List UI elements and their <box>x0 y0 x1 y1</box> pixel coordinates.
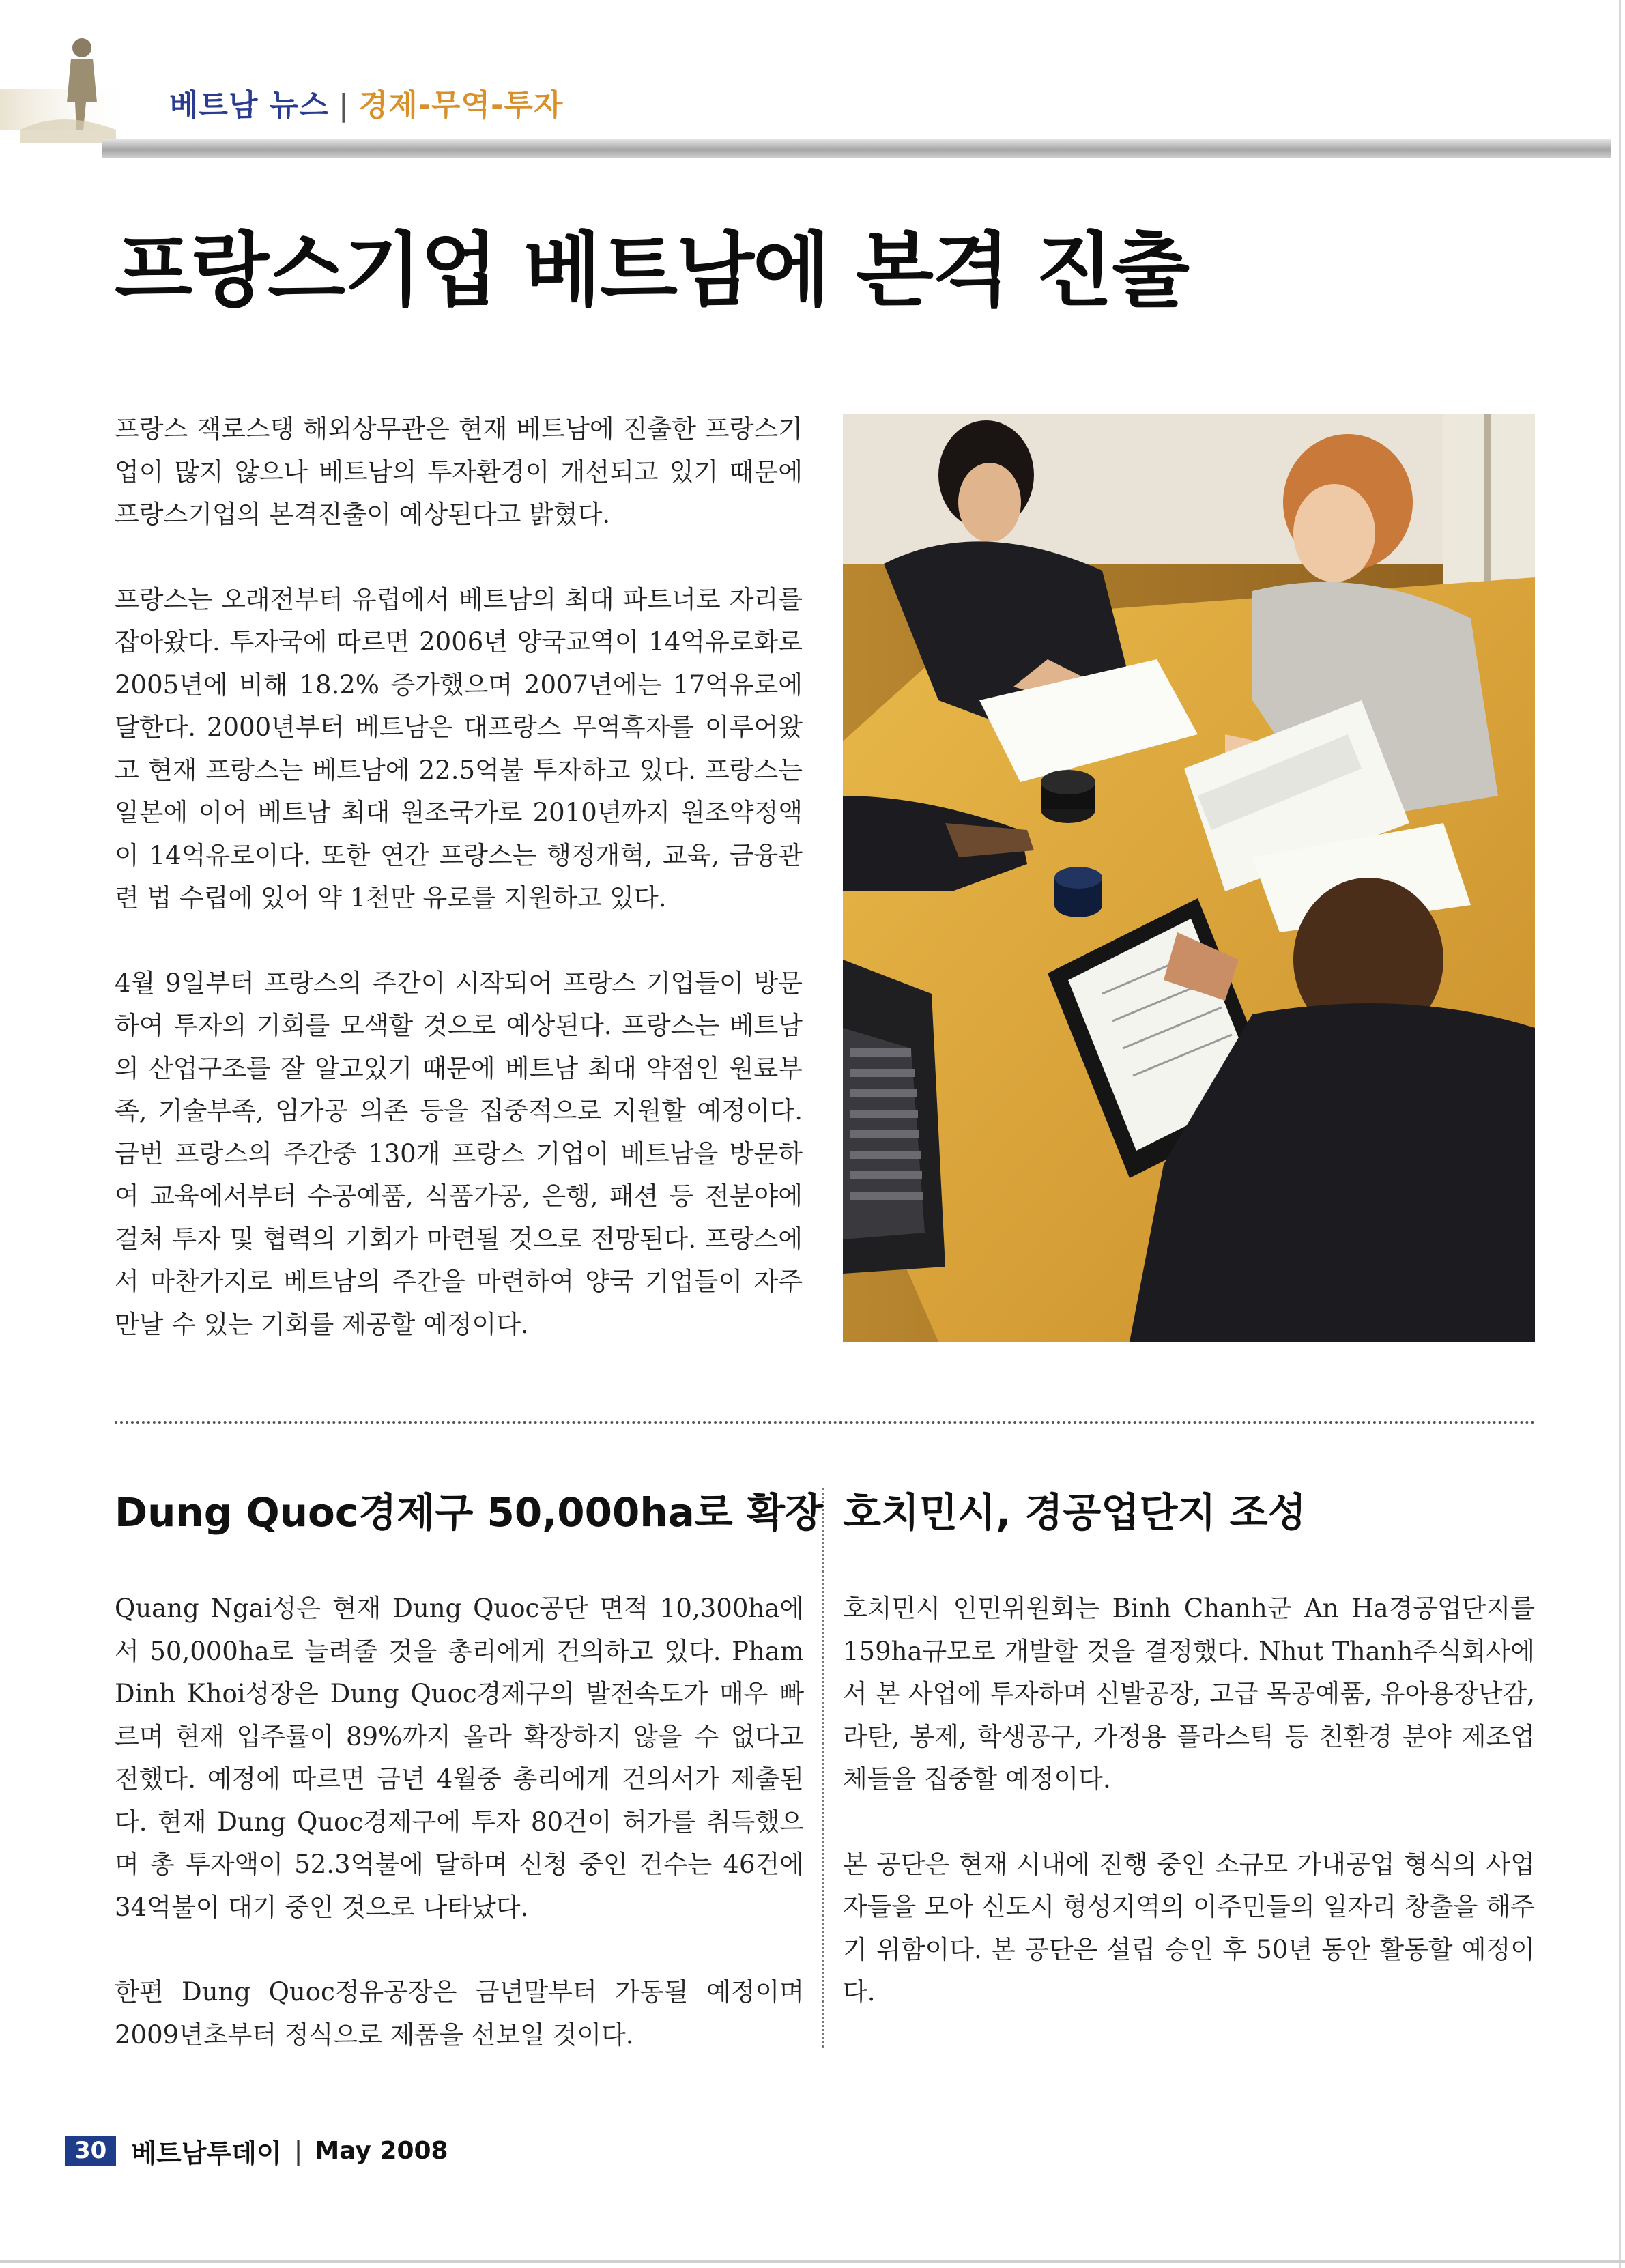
section-label <box>169 81 563 124</box>
footer-separator: | <box>293 2136 303 2166</box>
header-bar <box>102 139 1611 158</box>
article-paragraph: 4월 9일부터 프랑스의 주간이 시작되어 프랑스 기업들이 방문하여 투자의 기회를 모색할 것으로 예상된다. 프랑스는 베트남의 산업구조를 잘 알고있기 때문에 베트남 최대 약점인 원료부족, 기술부족, 임가공 의존 등을 집중적으로 지원할 예정이다. 금번 프랑스의 주간중 130개 프랑스 기업이 베트남을 방문하여 교육에서부터 수공예품, 식품가공, 은행, 패션 등 전분야에 걸쳐 투자 및 협력의 기회가 마련될 것으로 전망된다. 프랑스에서 마찬가지로 베트남의 주간을 마련하여 양국 기업들이 자주 만날 수 있는 기회를 제공할 예정이다. <box>115 968 803 1339</box>
article-paragraph: 프랑스는 오래전부터 유럽에서 베트남의 최대 파트너로 자리를 잡아왔다. 투자국에 따르면 2006년 양국교역이 14억유로화로 2005년에 비해 18.2% 증가했으며 2007년에는 17억유로에 달한다. 2000년부터 베트남은 대프랑스 무역흑자를 이루어왔고 현재 프랑스는 베트남에 22.5억불 투자하고 있다. 프랑스는 일본에 이어 베트남 최대 원조국가로 2010년까지 원조약정액이 14억유로이다. 또한 연간 프랑스는 행정개혁, 교육, 금융관련 법 수립에 있어 약 1천만 유로를 지원하고 있다. <box>115 584 803 913</box>
left-article-body <box>115 1588 804 2099</box>
article-paragraph: 프랑스 잭로스탱 해외상무관은 현재 베트남에 진출한 프랑스기업이 많지 않으나 베트남의 투자환경이 개선되고 있기 때문에 프랑스기업의 본격진출이 예상된다고 밝혔다. <box>115 414 803 529</box>
column-divider <box>822 1488 824 2048</box>
section-divider <box>115 1421 1536 1424</box>
issue-date: May 2008 <box>315 2136 448 2165</box>
article-body <box>115 408 803 1388</box>
page-number: 30 <box>65 2136 116 2166</box>
subsection-name: 경제-무역-투자 <box>358 88 564 123</box>
right-article-body <box>843 1588 1535 2056</box>
left-article-title: Dung Quoc경제구 50,000ha로 확장 <box>115 1489 824 1536</box>
section-name: 베트남 뉴스 <box>169 88 329 123</box>
meeting-photo <box>843 414 1535 1342</box>
right-article-paragraph: 본 공단은 현재 시내에 진행 중인 소규모 가내공업 형식의 사업자들을 모아 신도시 형성지역의 이주민들의 일자리 창출을 해주기 위함이다. 본 공단은 설립 승인 후 50년 동안 활동할 예정이다. <box>843 1849 1535 2007</box>
right-article-title: 호치민시, 경공업단지 조성 <box>843 1489 1306 1536</box>
page-edge <box>1619 0 1621 2268</box>
section-separator: | <box>338 88 349 123</box>
left-article-paragraph: Quang Ngai성은 현재 Dung Quoc공단 면적 10,300ha에서 50,000ha로 늘려줄 것을 총리에게 건의하고 있다. Pham Dinh Khoi성장은 Dung Quoc경제구의 발전속도가 매우 빠르며 현재 입주률이 89%까지 올라 확장하지 않을 수 없다고 전했다. 예정에 따르면 금년 4월중 총리에게 건의서가 제출된다. 현재 Dung Quoc경제구에 투자 80건이 허가를 취득했으며 총 투자액이 52.3억불에 달하며 신청 중인 건수는 46건에 34억불이 대기 중인 것으로 나타났다. <box>115 1594 804 1922</box>
article-title: 프랑스기업 베트남에 본격 진출 <box>115 223 1189 317</box>
page-edge <box>0 2260 1625 2263</box>
right-article-paragraph: 호치민시 인민위원회는 Binh Chanh군 An Ha경공업단지를 159ha규모로 개발할 것을 결정했다. Nhut Thanh주식회사에서 본 사업에 투자하며 신발공장, 고급 목공예품, 유아용장난감, 라탄, 봉제, 학생공구, 가정용 플라스틱 등 친환경 분야 제조업체들을 집중할 예정이다. <box>843 1594 1535 1794</box>
magazine-name: 베트남투데이 <box>131 2138 282 2168</box>
left-article-paragraph: 한편 Dung Quoc정유공장은 금년말부터 가동될 예정이며 2009년초부터 정식으로 제품을 선보일 것이다. <box>115 1977 804 2050</box>
page-footer <box>65 2135 448 2166</box>
